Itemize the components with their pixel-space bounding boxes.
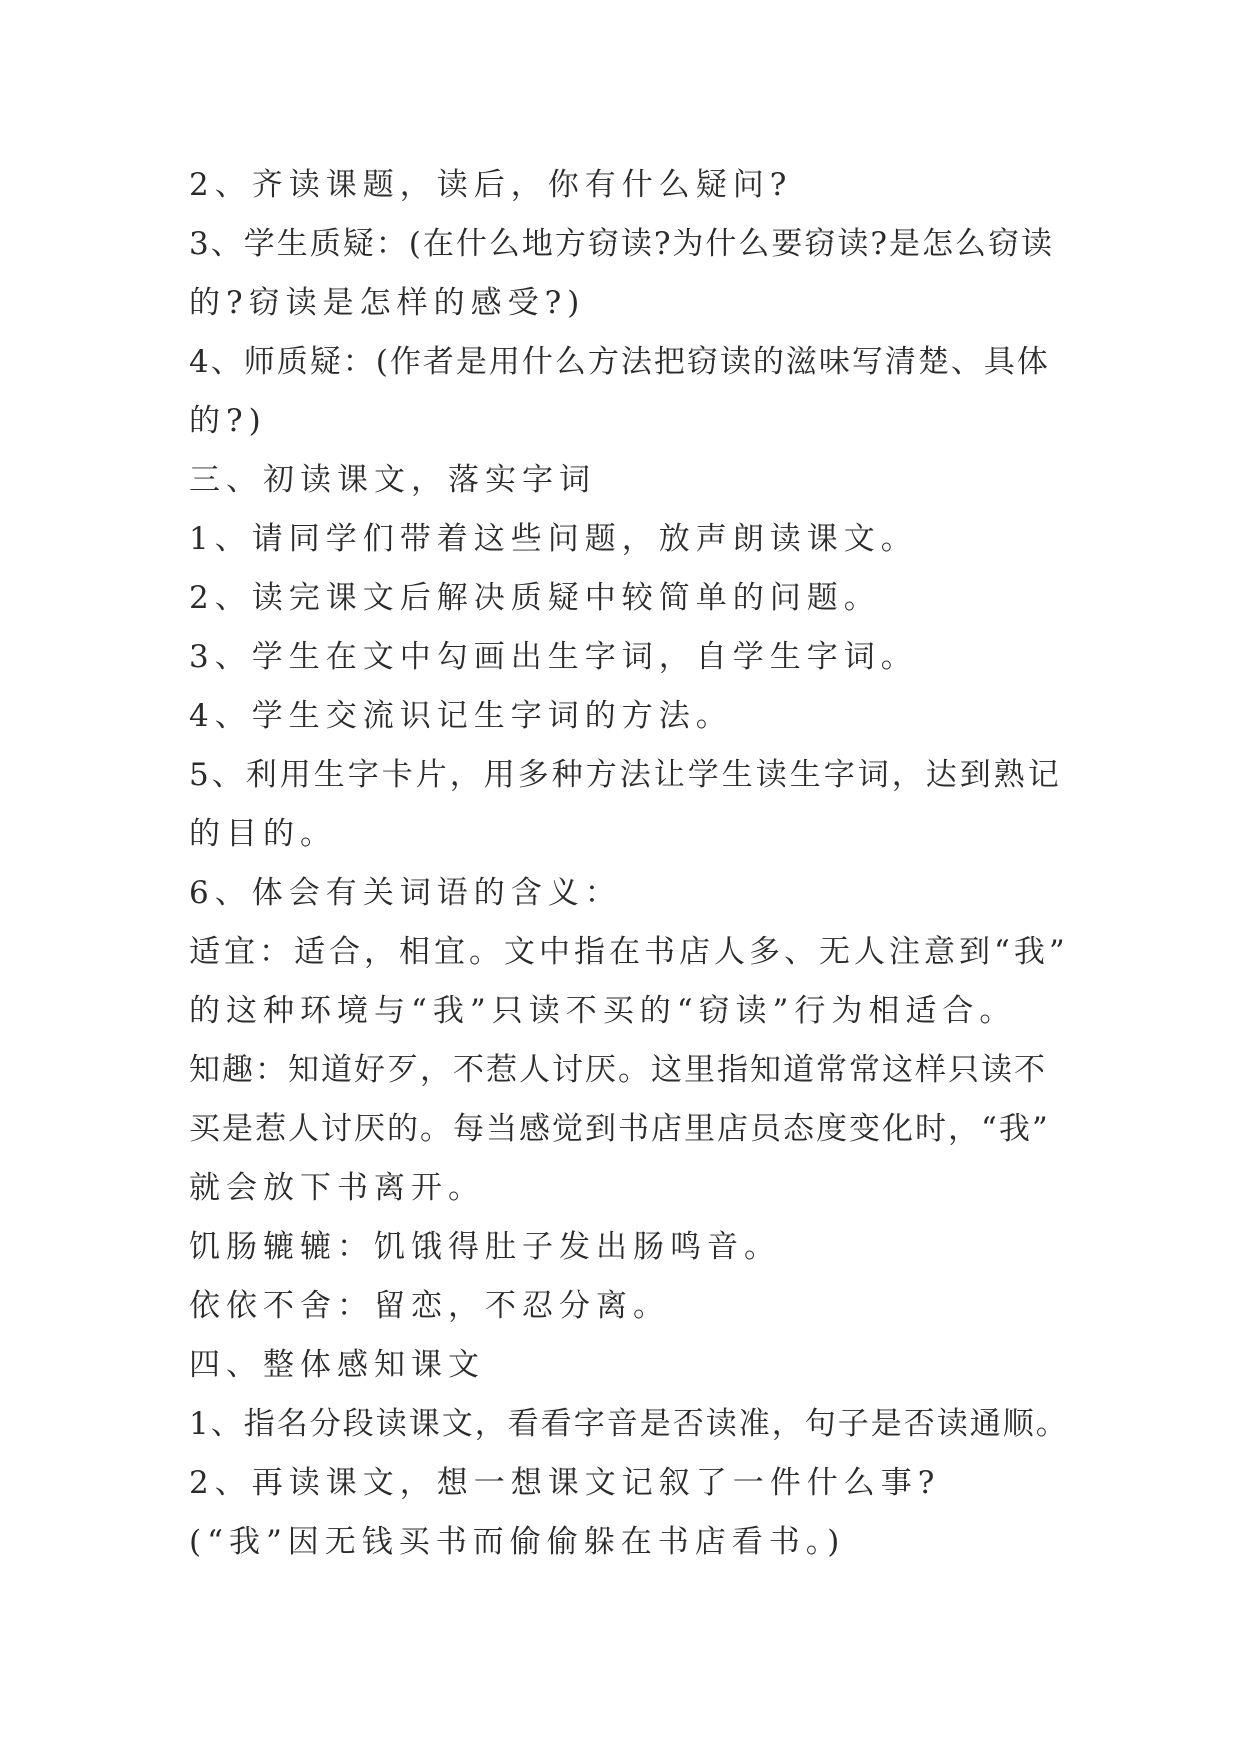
text-line: 3、学生质疑：(在什么地方窃读?为什么要窃读?是怎么窃读: [189, 226, 1055, 262]
text-line: 适宜：适合，相宜。文中指在书店人多、无人注意到“我”: [189, 934, 1069, 970]
document-body: [189, 156, 1069, 1572]
text-line: 6、体会有关词语的含义：: [189, 875, 622, 911]
text-line: 知趣：知道好歹，不惹人讨厌。这里指知道常常这样只读不: [189, 1052, 1047, 1088]
text-line: (“我”因无钱买书而偷偷躲在书店看书。): [189, 1524, 846, 1560]
text-line: 2、再读课文，想一想课文记叙了一件什么事?: [189, 1465, 941, 1501]
section-heading: 三、初读课文，落实字词: [189, 462, 596, 498]
text-line: 的目的。: [189, 816, 337, 852]
text-line: 4、师质疑：(作者是用什么方法把窃读的滋味写清楚、具体: [189, 344, 1050, 380]
text-line: 依依不舍：留恋，不忍分离。: [189, 1288, 670, 1324]
text-line: 买是惹人讨厌的。每当感觉到书店里店员态度变化时，“我”: [189, 1111, 1050, 1147]
text-line: 1、指名分段读课文，看看字音是否读准，句子是否读通顺。: [189, 1406, 1069, 1442]
text-line: 1、请同学们带着这些问题，放声朗读课文。: [189, 521, 918, 557]
text-line: 5、利用生字卡片，用多种方法让学生读生字词，达到熟记: [189, 757, 1062, 793]
text-line: 2、读完课文后解决质疑中较简单的问题。: [189, 580, 881, 616]
text-line: 的这种环境与“我”只读不买的“窃读”行为相适合。: [189, 993, 1017, 1029]
text-line: 的?窃读是怎样的感受?): [189, 285, 586, 321]
text-line: 3、学生在文中勾画出生字词，自学生字词。: [189, 639, 918, 675]
text-line: 就会放下书离开。: [189, 1170, 485, 1206]
text-line: 4、学生交流识记生字词的方法。: [189, 698, 733, 734]
section-heading: 四、整体感知课文: [189, 1347, 485, 1383]
text-line: 饥肠辘辘：饥饿得肚子发出肠鸣音。: [189, 1229, 781, 1265]
text-line: 的?): [189, 403, 267, 439]
text-line: 2、齐读课题，读后，你有什么疑问?: [189, 167, 793, 203]
